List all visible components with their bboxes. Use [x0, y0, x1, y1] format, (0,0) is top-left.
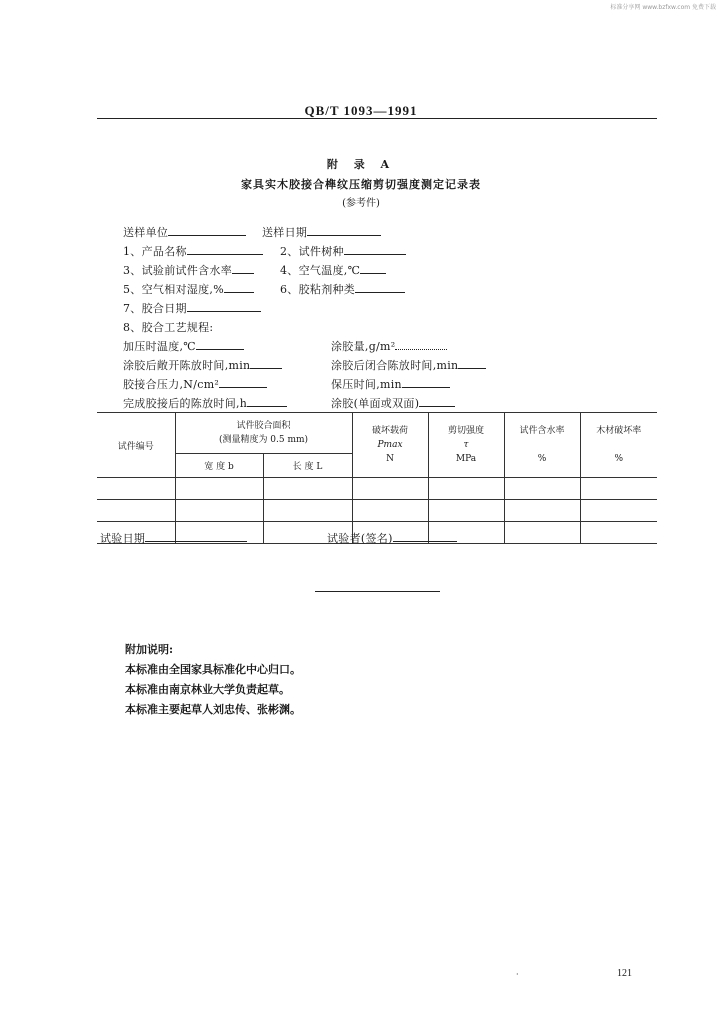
wood-species-field	[280, 243, 406, 259]
test-date-field	[100, 530, 247, 546]
open-time-blank	[250, 358, 282, 369]
product-name-field	[123, 243, 263, 259]
record-table	[97, 412, 657, 544]
header-moisture	[504, 413, 580, 478]
post-time-label: 完成胶接后的陈放时间,h	[123, 397, 248, 410]
air-temp-field	[280, 262, 386, 278]
header-shear-strength	[428, 413, 504, 478]
bond-area-label: 试件胶合面积	[236, 421, 291, 431]
section-divider	[315, 591, 440, 592]
product-name-blank	[187, 244, 263, 255]
product-name-label: 1、产品名称	[123, 245, 187, 258]
hold-time-label: 保压时间,min	[331, 378, 402, 391]
tester-label: 试验者(签名)	[327, 532, 393, 545]
gluing-date-blank	[187, 301, 261, 312]
table-cell	[428, 478, 504, 500]
header-bond-area	[175, 413, 352, 454]
press-temp-field	[123, 338, 244, 354]
press-temp-blank	[196, 339, 244, 350]
post-time-field	[123, 395, 287, 411]
tester-field	[327, 530, 457, 546]
appendix-label: 附 录 A	[326, 158, 396, 171]
moisture-before-label: 3、试验前试件含水率	[123, 264, 232, 277]
open-time-field	[123, 357, 282, 373]
bond-area-note: (测量精度为 0.5 mm)	[218, 435, 309, 445]
gluing-date-label: 7、胶合日期	[123, 302, 187, 315]
watermark: 标准分享网 www.bzfxw.com 免费下载	[610, 4, 716, 11]
post-time-blank	[247, 396, 287, 407]
glue-side-field	[331, 395, 455, 411]
header-failure-load	[352, 413, 428, 478]
wood-species-label: 2、试件树种	[280, 245, 344, 258]
notes-heading: 附加说明:	[125, 643, 174, 656]
process-spec-field	[123, 319, 213, 335]
closed-time-blank	[458, 358, 486, 369]
press-temp-label: 加压时温度,℃	[123, 340, 196, 353]
table-cell	[97, 478, 175, 500]
header-rule	[97, 118, 657, 119]
adhesive-type-blank	[355, 282, 405, 293]
standard-number: QB/T 1093—1991	[304, 103, 418, 118]
wood-species-blank	[344, 244, 406, 255]
sample-date-blank	[307, 225, 381, 236]
note-line: 本标准主要起草人刘忠传、张彬渊。	[125, 703, 301, 716]
header-length: 长 度 L	[263, 454, 352, 478]
shear-strength-symbol: τ	[463, 440, 469, 450]
header-width: 宽 度 b	[175, 454, 263, 478]
header-wood-failure	[580, 413, 657, 478]
table-cell	[504, 478, 580, 500]
gluing-date-field	[123, 300, 261, 316]
table-cell	[175, 478, 263, 500]
humidity-blank	[224, 282, 254, 293]
moisture-unit: %	[537, 454, 547, 464]
sample-date-label: 送样日期	[262, 226, 308, 239]
note-line: 本标准由南京林业大学负责起草。	[125, 683, 290, 696]
table-cell	[428, 500, 504, 522]
table-row	[97, 500, 657, 522]
moisture-before-field	[123, 262, 254, 278]
note-line: 本标准由全国家具标准化中心归口。	[125, 663, 301, 676]
humidity-field	[123, 281, 254, 297]
glue-amount-field	[331, 338, 447, 354]
sample-unit-blank	[168, 225, 246, 236]
page-number: 121	[617, 968, 632, 979]
shear-strength-label: 剪切强度	[448, 426, 485, 436]
closed-time-label: 涂胶后闭合陈放时间,min	[331, 359, 459, 372]
open-time-label: 涂胶后敞开陈放时间,min	[123, 359, 251, 372]
sample-unit-field	[123, 224, 246, 240]
closed-time-field	[331, 357, 486, 373]
pressure-label: 胶接合压力,N/cm²	[123, 378, 220, 391]
table-cell	[580, 478, 657, 500]
hold-time-field	[331, 376, 450, 392]
test-date-label: 试验日期	[100, 532, 146, 545]
table-cell	[263, 500, 352, 522]
glue-amount-blank	[395, 339, 447, 350]
table-cell	[504, 522, 580, 544]
air-temp-blank	[360, 263, 386, 274]
pressure-field	[123, 376, 267, 392]
hold-time-blank	[402, 377, 450, 388]
glue-amount-label: 涂胶量,g/m²	[331, 340, 396, 353]
table-cell	[175, 500, 263, 522]
glue-side-blank	[419, 396, 455, 407]
failure-load-symbol: Pmax	[377, 440, 403, 450]
wood-failure-label: 木材破坏率	[596, 426, 642, 436]
table-cell	[580, 500, 657, 522]
adhesive-type-label: 6、胶粘剂种类	[280, 283, 356, 296]
moisture-label: 试件含水率	[519, 426, 565, 436]
shear-strength-unit: MPa	[455, 454, 477, 464]
glue-side-label: 涂胶(单面或双面)	[331, 397, 420, 410]
adhesive-type-field	[280, 281, 405, 297]
failure-load-unit: N	[386, 454, 394, 464]
table-cell	[97, 500, 175, 522]
failure-load-label: 破坏载荷	[372, 426, 409, 436]
sample-unit-label: 送样单位	[123, 226, 169, 239]
tester-blank	[393, 531, 457, 542]
wood-failure-unit: %	[614, 454, 624, 464]
air-temp-label: 4、空气温度,℃	[280, 264, 361, 277]
header-specimen-id: 试件编号	[97, 413, 175, 478]
table-cell	[352, 500, 428, 522]
humidity-label: 5、空气相对湿度,%	[123, 283, 224, 296]
moisture-before-blank	[232, 263, 254, 274]
table-cell	[352, 478, 428, 500]
table-row	[97, 478, 657, 500]
scan-speck: ·	[516, 970, 519, 979]
appendix-title: 家具实木胶接合榫纹压缩剪切强度测定记录表	[241, 178, 481, 191]
pressure-blank	[219, 377, 267, 388]
test-date-blank	[145, 531, 247, 542]
sample-date-field	[262, 224, 381, 240]
appendix-subtitle: (参考件)	[342, 198, 380, 209]
table-cell	[580, 522, 657, 544]
table-cell	[504, 500, 580, 522]
table-cell	[263, 478, 352, 500]
process-spec-label: 8、胶合工艺规程:	[123, 321, 214, 334]
